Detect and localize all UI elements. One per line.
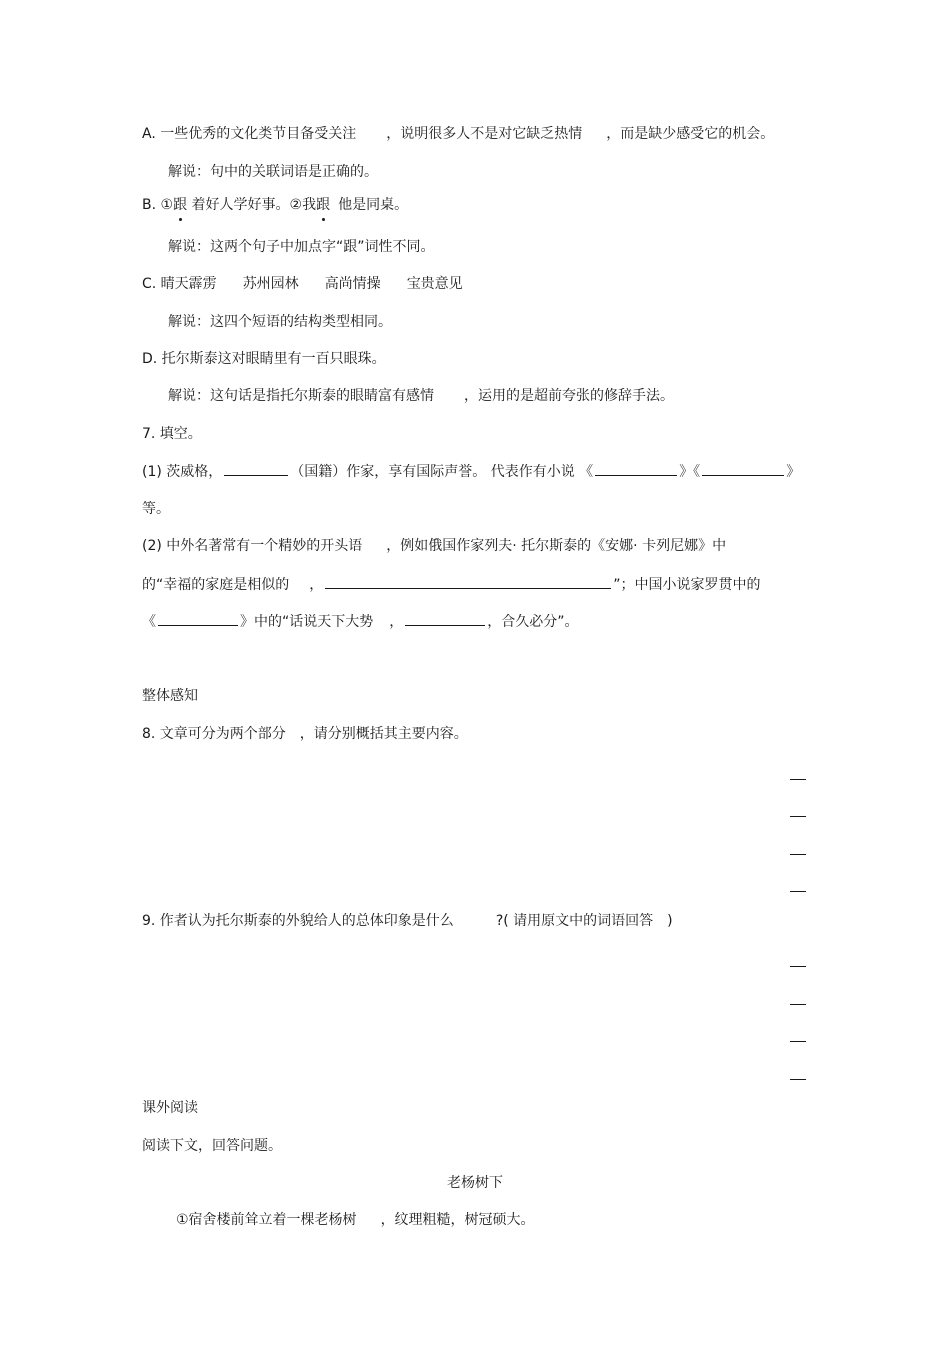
answer-line[interactable] [790, 1004, 806, 1005]
answer-line[interactable] [790, 854, 806, 855]
q7-2-line-3 [142, 611, 579, 632]
nationality-blank[interactable] [224, 461, 288, 476]
option-a [142, 124, 774, 144]
section-extra-heading: 课外阅读 [142, 1100, 198, 1116]
q7-1-text-4: 》 [786, 464, 801, 480]
option-c-word-1: C. 晴天霹雳 [142, 276, 217, 292]
q7-1-text-3: 》《 [679, 464, 701, 480]
q9-text-2: ?( 请用原文中的词语回答 [495, 913, 654, 929]
q9-text-1: 9. 作者认为托尔斯泰的外貌给人的总体印象是什么 [142, 913, 454, 929]
novel-title-blank-2[interactable] [702, 461, 784, 476]
q7-2-text-8: ， [389, 614, 404, 630]
emphasis-dot-char-2: 跟 [316, 197, 331, 213]
answer-line[interactable] [790, 1041, 806, 1042]
q7-2-text-5: ”；中国小说家罗贯中的 [613, 577, 761, 593]
q7-2-text-3: 的“幸福的家庭是相似的 [142, 577, 290, 593]
emphasis-dot-char-1: 跟 [173, 197, 188, 213]
option-d-note-text-1: 解说：这句话是指托尔斯泰的眼睛富有感情 [168, 388, 434, 404]
option-a-text-3: ，而是缺少感受它的机会。 [606, 126, 775, 142]
option-c-word-4: 宝贵意见 [406, 276, 463, 292]
q7-2-text-4: ， [309, 577, 324, 593]
q7-2-text-1: (2) 中外名著常有一个精妙的开头语 [142, 538, 363, 554]
q9-text-3: ) [667, 913, 673, 929]
option-b-text-3: 他是同桌。 [338, 197, 409, 213]
option-b-note: 解说：这两个句子中加点字“跟”词性不同。 [168, 239, 435, 255]
answer-line[interactable] [790, 891, 806, 892]
q7-1-text-1: (1) 茨威格， [142, 464, 223, 480]
answer-line[interactable] [790, 966, 806, 967]
opening-line-blank[interactable] [325, 574, 611, 589]
section-overall-heading: 整体感知 [142, 688, 198, 704]
passage-title: 老杨树下 [447, 1175, 503, 1191]
option-c-word-3: 高尚情操 [324, 276, 381, 292]
option-b [142, 195, 408, 215]
question-7-2 [142, 536, 726, 556]
passage-p1-text-2: ，纹理粗糙，树冠硕大。 [380, 1212, 535, 1228]
q7-1-text-2: （国籍）作家，享有国际声誉。 代表作有小说 《 [290, 464, 594, 480]
question-7-title: 7. 填空。 [142, 426, 202, 442]
option-a-text-1: A. 一些优秀的文化类节目备受关注 [142, 126, 357, 142]
option-a-text-2: ，说明很多人不是对它缺乏热情 [386, 126, 583, 142]
q7-2-line-2 [142, 574, 761, 595]
answer-line[interactable] [790, 779, 806, 780]
answer-line[interactable] [790, 816, 806, 817]
question-9 [142, 911, 673, 931]
passage-paragraph-1 [176, 1210, 535, 1230]
option-d-note-text-2: ，运用的是超前夸张的修辞手法。 [464, 388, 674, 404]
option-c-note: 解说：这四个短语的结构类型相同。 [168, 314, 392, 330]
option-a-note: 解说：句中的关联词语是正确的。 [168, 164, 378, 180]
option-c-word-2: 苏州园林 [242, 276, 299, 292]
q7-1-continuation: 等。 [142, 501, 170, 517]
q7-2-text-6: 《 [142, 614, 156, 630]
q7-2-text-7: 》中的“话说天下大势 [240, 614, 374, 630]
novel-name-blank[interactable] [158, 611, 238, 626]
q7-2-text-2: ，例如俄国作家列夫· 托尔斯泰的《安娜· 卡列尼娜》中 [386, 538, 727, 554]
option-b-text-2: 着好人学好事。②我 [191, 197, 317, 213]
novel-title-blank-1[interactable] [595, 461, 677, 476]
quote-blank[interactable] [405, 611, 485, 626]
option-d-note [168, 386, 674, 406]
reading-instruction: 阅读下文，回答问题。 [142, 1138, 282, 1154]
option-b-text-1: B. ① [142, 197, 174, 213]
question-8: 8. 文章可分为两个部分 ，请分别概括其主要内容。 [142, 726, 468, 742]
q7-2-text-9: ，合久必分”。 [487, 614, 579, 630]
passage-p1-text-1: ①宿舍楼前耸立着一棵老杨树 [176, 1212, 357, 1228]
question-7-1 [142, 461, 800, 482]
option-d: D. 托尔斯泰这对眼睛里有一百只眼珠。 [142, 351, 386, 367]
option-c [142, 274, 463, 294]
answer-line[interactable] [790, 1079, 806, 1080]
